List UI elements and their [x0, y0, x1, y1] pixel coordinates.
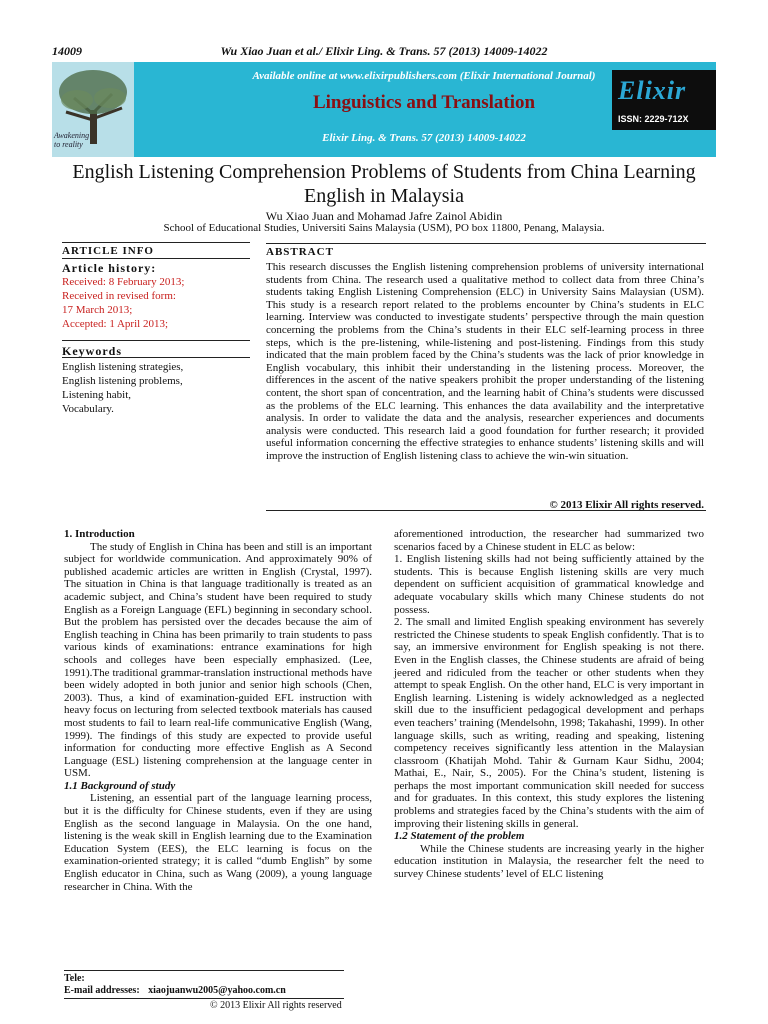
left-column — [64, 528, 372, 893]
article-info-heading: ARTICLE INFO — [62, 245, 154, 257]
section-heading: 1. Introduction — [64, 528, 135, 540]
history-line: Received: 8 February 2013; — [62, 276, 185, 288]
divider — [266, 243, 706, 244]
journal-reference: Elixir Ling. & Trans. 57 (2013) 14009-14022 — [322, 132, 526, 144]
paragraph: aforementioned introduction, the researcher had summarized two scenarios faced by a Chinese student in ELC as below: — [394, 528, 704, 553]
article-history — [62, 275, 185, 331]
footnote-rule — [64, 998, 344, 999]
keyword: English listening strategies, — [62, 361, 184, 373]
history-line: Accepted: 1 April 2013; — [62, 318, 169, 330]
elixir-wordmark: Elixir — [618, 76, 687, 105]
running-citation: Wu Xiao Juan et al./ Elixir Ling. & Trans. 57 (2013) 14009-14022 — [220, 44, 548, 58]
numbered-item: 1. English listening skills had not being sufficiently attained by the students. This is because English listening skills are very much dependent on sufficient acquisition of grammatical knowledge and adequate vocabulary skills which many Chinese students do not possess. — [394, 553, 704, 616]
history-line: 17 March 2013; — [62, 304, 133, 316]
footnote-email: E-mail addresses: xiaojuanwu2005@yahoo.com.cn — [64, 985, 286, 996]
paragraph: Listening, an essential part of the language learning process, but it is the difficulty for Chinese students, even if they are using English as the second language in Malaysia. On the one hand, listening is the weak skill in English learning due to the Examination Education System (EES), the ELC learning is focus on the examination-oriented strategy; it is called “dumb English” by some English educator in China, such as Wang (2009), a young language researcher in China. With the — [64, 792, 372, 893]
subsection-heading: 1.1 Background of study — [64, 779, 176, 792]
abstract-heading: ABSTRACT — [266, 246, 334, 258]
journal-title: Linguistics and Translation — [312, 92, 536, 113]
keyword: English listening problems, — [62, 375, 183, 387]
keyword: Listening habit, — [62, 389, 132, 401]
divider — [62, 258, 250, 259]
footnote-tele: Tele: — [64, 973, 85, 984]
keyword: Vocabulary. — [62, 403, 114, 415]
availability-line: Available online at www.elixirpublishers.com (Elixir International Journal) — [252, 70, 596, 82]
article-affiliation: School of Educational Studies, Universiti Sains Malaysia (USM), PO box 11800, Penang, Malaysia. — [163, 222, 605, 234]
history-line: Received in revised form: — [62, 290, 176, 302]
elixir-logo — [612, 70, 716, 130]
banner-motto: Awakening to reality — [54, 131, 90, 149]
abstract-text: This research discusses the English listening comprehension problems of university international students from China. The research used a qualitative method to collect data from three China’s students taking English Listening Comprehension (ELC) in University Sains Malaysian (USM). This study is a research report related to the problems encounter by China’s students in ELC learning. Interview was conducted to investigate students’ perspective through the main question concerning the problems from the China’s students in their ELC self-learning process in three steps, which is the pre-listening, while-listening and post-listening. Findings from this study indicated that the main problem faced by the China’s students was the lack of prior knowledge in English vocabulary, this inhibit their understanding in the listening process. Moreover, the differences in the ascent of the native speakers prohibit the proper understanding of the listening content, the short span of concentration, and the learning habit of China’s students were discussed as the problems of the ELC learning. This enhances the data availability and the interpretative analysis. In order to validate the data and the analysis, researcher experiences and documents analysis were conducted. This research laid a good foundation for further research; it provided useful information concerning the effective strategies to enhance students’ listening skills and will improve the instruction of English listening class to achieve the win-win situation. — [266, 261, 704, 462]
right-column — [394, 528, 704, 881]
paragraph: The study of English in China has been and still is an important subject for worldwide communication. And approximately 90% of published academic articles are written in English (Crystal, 1997). The situation in China is that language traditionally is treated as an academic subject, and China’s student have been required to study English as a Foreign Language (EFL) beginning in secondary school. But the problem has persisted over the decades because the aim of English teaching in China has been primarily to train students to pass various kinds of examinations: entrance examinations for high schools and colleges have been especially emphasized. (Lee, 1991).The traditional grammar-translation instructional methods have been widely adopted in both junior and senior high schools (Chen, 2003). Thus, a kind of examination-guided EFL instruction with heavy focus on lecturing from selected textbook materials has caused most students to fail to learn real-life communicative English (Wang, 1999). The findings of this study are expected to provide useful information for conducting more effective English as A Second Language (ESL) listening comprehension at the language center in USM. — [64, 540, 372, 780]
divider — [62, 340, 250, 341]
tree-logo — [52, 62, 134, 157]
email-link[interactable]: xiaojuanwu2005@yahoo.com.cn — [148, 985, 286, 996]
issn-label: ISSN: 2229-712X — [618, 114, 689, 124]
article-authors: Wu Xiao Juan and Mohamad Jafre Zainol Abidin — [265, 209, 503, 223]
paragraph: While the Chinese students are increasing yearly in the higher education institution in Malaysia, the researcher felt the need to survey Chinese students’ level of ELC listening — [394, 842, 704, 881]
article-history-heading: Article history: — [62, 261, 157, 275]
footer-rights: © 2013 Elixir All rights reserved — [210, 1000, 342, 1011]
abstract-rights: © 2013 Elixir All rights reserved. — [549, 499, 704, 511]
subsection-heading: 1.2 Statement of the problem — [394, 830, 525, 843]
page-number: 14009 — [52, 44, 82, 58]
numbered-item: 2. The small and limited English speaking environment has severely restricted the Chinese students to speak English confidently. That is to say, an immersive environment for English speaking is not there. Even in the English classes, the Chinese students are afraid of being jeered and ridiculed from the teacher or other students when they attempt to speak English. On the other hand, ELC is very important in English learning. Listening is widely acknowledged as a neglected skill due to the insufficient pedagogical development and perhaps even teachers’ training (Mendelsohn, 1998; Takahashi, 1999). In other language skills, such as writing, reading and speaking, listening competency receives significantly less attention in the Malaysian classroom (Khatijah Mohd. Tahir & Gurnam Kaur Sidhu, 2004; Mathai, E., Nair, S., 2005). For the China’s student, listening is perhaps the most important communication skill needed for success and for graduates. In this context, this study explores the listening problems and strategies faced by the China’s students with the aim of improving their listening skills in general. — [394, 616, 704, 830]
keywords-heading: Keywords — [62, 344, 122, 358]
article-title: English Listening Comprehension Problems of Students from China Learning English in Malaysia — [72, 161, 696, 207]
footnote-rule — [64, 970, 344, 971]
divider — [62, 242, 250, 243]
keywords-list — [62, 360, 183, 416]
divider — [62, 357, 250, 358]
